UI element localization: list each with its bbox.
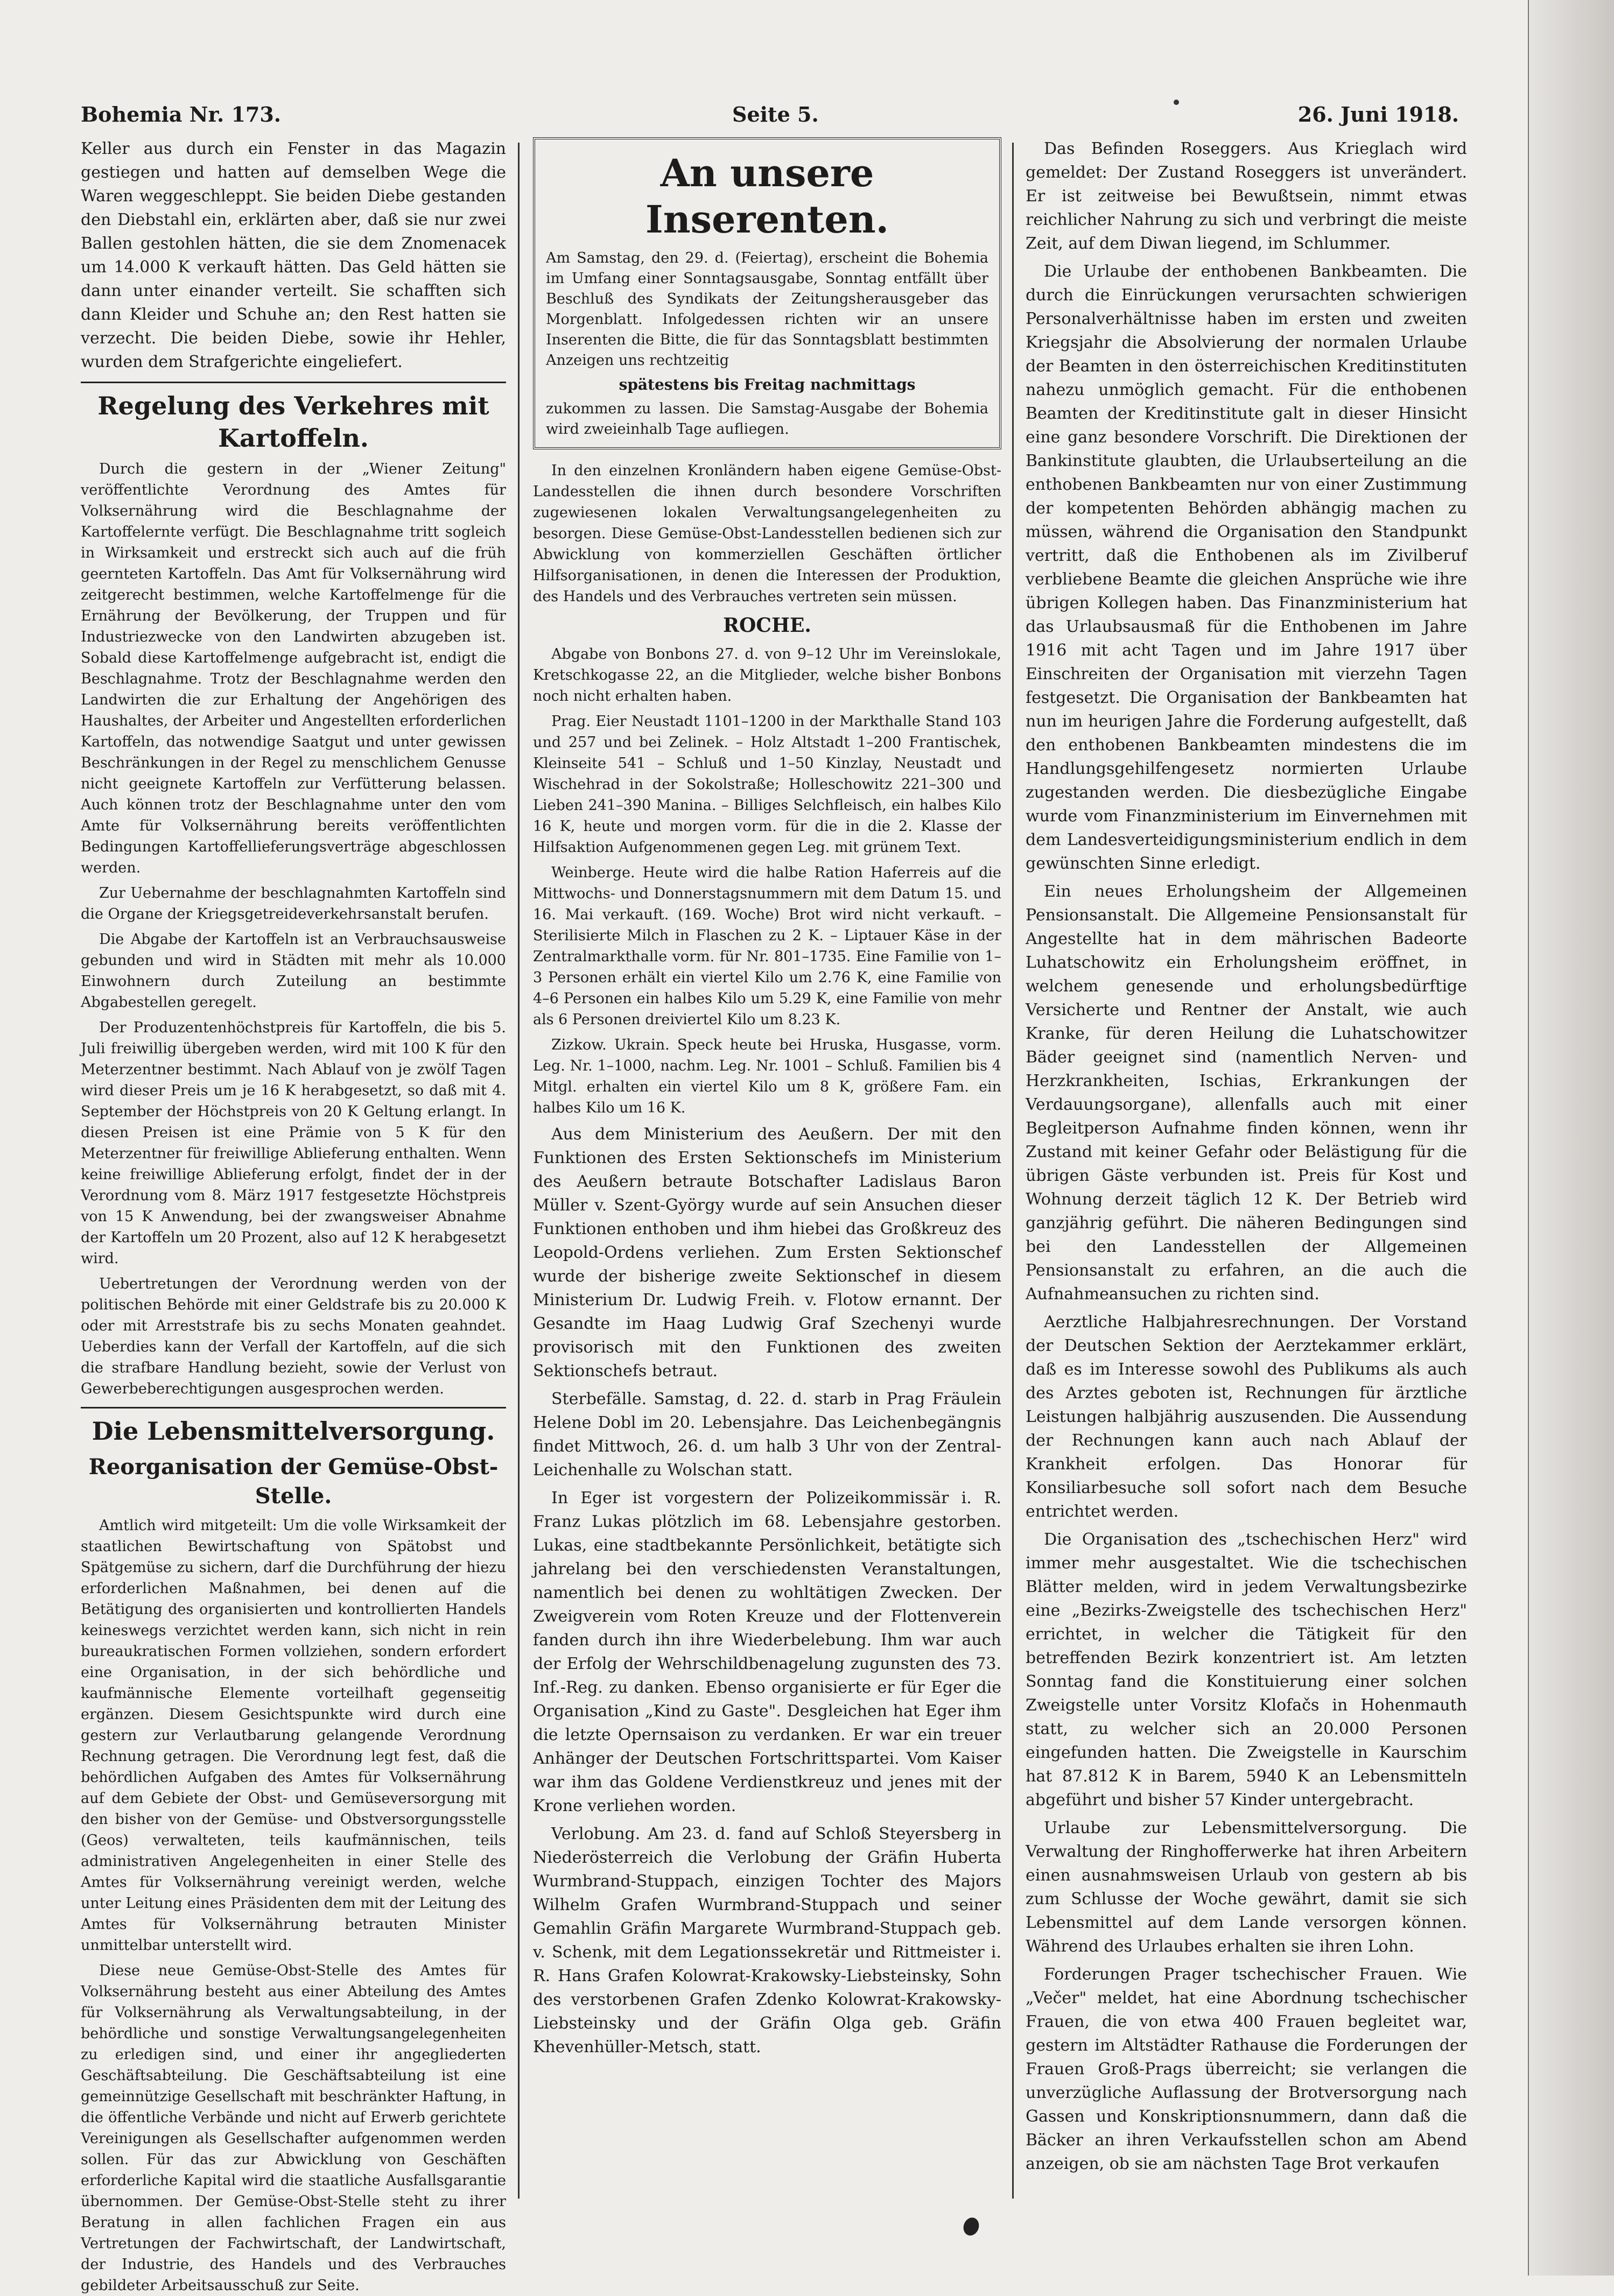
- article-text: Amtlich wird mitgeteilt: Um die volle Wirksamkeit der staatlichen Bewirtschaftung von Spätobst und Spätgemüse zu sichern, darf die Durchführung der hiezu erforderlichen Maßnahmen, bei denen auf die Betätigung des organisierten und kontrollierten Handels keineswegs verzichtet werden kann, sich nicht in rein bureaukratischen Formen vollziehen, sondern erfordert eine Organisation, in der sich behördliche und kaufmännische Elemente vorteilhaft gegenseitig ergänzen. Diesem Gesichtspunkte wird durch eine gestern zur Verlautbarung gelangende Verordnung Rechnung getragen. Die Verordnung legt fest, daß die behördlichen Aufgaben des Amtes für Volksernährung auf dem Gebiete der Obst- und Gemüseversorgung mit den bisher von der Gemüse- und Obstversorgungsstelle (Geos) verwalteten, teils kaufmännischen, teils administrativen Angelegenheiten in einer Stelle des Amtes für Volksernährung vereinigt werden, welche unter Leitung eines Präsidenten dem mit der Leitung des Amtes für Volksernährung betrauten Minister unmittelbar unterstellt wird.: [81, 1517, 506, 1954]
- article-text: Der Produzentenhöchstpreis für Kartoffeln, die bis 5. Juli freiwillig übergeben werden, wird mit 100 K für den Meterzentner bestimmt. Nach Ablauf von je zwölf Tagen wird dieser Preis um je 16 K herabgesetzt, so daß mit 4. September der Höchstpreis von 20 K Geltung erlangt. In diesen Preisen ist eine Prämie von 5 K für den Meterzentner für freiwillige Ablieferung enthalten. Wenn keine freiwillige Ablieferung erfolgt, findet der in der Verordnung vom 8. März 1917 festgesetzte Höchstpreis von 15 K Anwendung, bei der zwangsweiser Abnahme der Kartoffeln um 20 Prozent, also auf 12 K herabgesetzt wird.: [81, 1019, 506, 1267]
- notice-text: Am Samstag, den 29. d. (Feiertag), erscheint die Bohemia im Umfang einer Sonntagsausgabe, Sonntag entfällt über Beschluß des Syndikats der Zeitungsherausgeber das Morgenblatt. Infolgedessen richten wir an unsere Inserenten die Bitte, die für das Sonntagsblatt bestimmten Anzeigen uns rechtzeitig: [546, 250, 988, 369]
- article-text: Prag. Eier Neustadt 1101–1200 in der Markthalle Stand 103 und 257 und bei Zelinek. – Holz Altstadt 1–200 Frantischek, Kleinseite 541 – Schluß und 1–50 Kinzlay, Neustadt und Wischehrad in der Sokolstraße; Holleschowitz 221–300 und Lieben 241–390 Manina. – Billiges Selchfleisch, ein halbes Kilo 16 K, heute und morgen vorm. für die in die 2. Klasse der Hilfsaktion Aufgenommenen gegen Leg. mit grünem Text.: [533, 713, 1001, 856]
- article-text: Weinberge. Heute wird die halbe Ration Haferreis auf die Mittwochs- und Donnerstagsnummern mit dem Datum 15. und 16. Mai verkauft. (169. Woche) Brot wird nicht verkauft. – Sterilisierte Milch in Flaschen zu 2 K. – Liptauer Käse in der Zentralmarkthalle vorm. für Nr. 801–1735. Eine Familie von 1–3 Personen erhält ein viertel Kilo um 2.76 K, eine Familie von 4–6 Personen ein halbes Kilo um 5.29 K, eine Familie von mehr als 6 Personen dreiviertel Kilo um 8.23 K.: [533, 864, 1001, 1028]
- article-text: Keller aus durch ein Fenster in das Magazin gestiegen und hatten auf demselben Wege die Waren weggeschleppt. Sie beiden Diebe gestanden den Diebstahl ein, erklärten aber, daß sie nur zwei Ballen gestohlen hätten, die sie dem Znomenacek um 14.000 K verkauft hätten. Das Geld hätten sie dann unter einander verteilt. Sie schafften sich dann Kleider und Schuhe an; den Rest hatten sie verzecht. Die beiden Diebe, sowie ihr Hehler, wurden dem Strafgerichte eingeliefert.: [81, 139, 506, 371]
- column-rule-1: [518, 143, 520, 2199]
- header-left: Bohemia Nr. 173.: [81, 102, 282, 126]
- header-center: Seite 5.: [732, 102, 819, 126]
- notice-title: An unsere Inserenten.: [645, 151, 889, 242]
- column-1: [81, 137, 506, 2294]
- column-3: [1026, 137, 1467, 2199]
- article-text: Diese neue Gemüse-Obst-Stelle des Amtes für Volksernährung besteht aus einer Abteilung des Amtes für Volksernährung als Verwaltungsabteilung, in der behördliche und sonstige Verwaltungsangelegenheiten zu erledigen sind, und einer ihr angegliederten Geschäftsabteilung. Die Geschäftsabteilung ist eine gemeinnützige Gesellschaft mit beschränkter Haftung, in die öffentliche Verbände und nicht auf Erwerb gerichtete Vereinigungen als Gesellschafter aufgenommen werden sollen. Für das zur Abwicklung von Geschäften erforderliche Kapital wird die staatliche Ausfallsgarantie übernommen. Der Gemüse-Obst-Stelle steht zu ihrer Beratung in allen fachlichen Fragen ein aus Vertretungen der Fachwirtschaft, der Landwirtschaft, der Industrie, des Handels und des Verbrauches gebildeter Arbeitsausschuß zur Seite.: [81, 1962, 506, 2294]
- headline-lebensmittelversorgung: Die Lebensmittelversorgung.: [81, 1407, 506, 1447]
- article-text: Verlobung. Am 23. d. fand auf Schloß Steyersberg in Niederösterreich die Verlobung der Gräfin Huberta Wurmbrand-Stuppach, einzigen Tochter des Majors Wilhelm Grafen Wurmbrand-Stuppach und seiner Gemahlin Gräfin Margarete Wurmbrand-Stuppach geb. v. Schenk, mit dem Legationssekretär und Rittmeister i. R. Hans Grafen Kolowrat-Krakowsky-Liebsteinsky, Sohn des verstorbenen Grafen Zdenko Kolowrat-Krakowsky-Liebsteinsky und der Gräfin Olga geb. Gräfin Khevenhüller-Metsch, statt.: [533, 1825, 1001, 2056]
- ink-smudge: [961, 2215, 981, 2238]
- article-text: In den einzelnen Kronländern haben eigene Gemüse-Obst-Landesstellen die ihnen durch besondere Vorschriften zugewiesenen lokalen Verwaltungsangelegenheiten zu besorgen. Diese Gemüse-Obst-Landesstellen bedienen sich zur Abwicklung von kommerziellen Geschäften örtlicher Hilfsorganisationen, in denen die Interessen der Produktion, des Handels und des Verbrauches vertreten sein müssen.: [533, 462, 1001, 605]
- article-text: Sterbefälle. Samstag, d. 22. d. starb in Prag Fräulein Helene Dobl im 20. Lebensjahre. Das Leichenbegängnis findet Mittwoch, 26. d. um halb 3 Uhr von der Zentral-Leichenhalle zu Wolschan statt.: [533, 1390, 1001, 1480]
- article-text: Die Abgabe der Kartoffeln ist an Verbrauchsausweise gebunden und wird in Städten mit mehr als 10.000 Einwohnern durch Zuteilung an bestimmte Abgabestellen geregelt.: [81, 931, 506, 1011]
- article-text: Die Organisation des „tschechischen Herz" wird immer mehr ausgestaltet. Wie die tschechischen Blätter melden, wird in jedem Verwaltungsbezirke eine „Bezirks-Zweigstelle des tschechischen Herz" errichtet, in welcher die Tätigkeit für den betreffenden Bezirk konzentriert ist. Am letzten Sonntag fand die Konstituierung einer solchen Zweigstelle unter Vorsitz Klofačs in Hohenmauth statt, zu welcher sich an 20.000 Personen eingefunden hatten. Die Zweigstelle in Kaurschim hat 87.812 K in Barem, 5940 K an Lebensmitteln abgeführt und bisher 57 Kinder untergebracht.: [1026, 1530, 1467, 1809]
- notice-box: [533, 137, 1001, 449]
- header-right: 26. Juni 1918.: [1297, 102, 1459, 126]
- running-head: [81, 102, 1459, 140]
- article-text: Durch die gestern in der „Wiener Zeitung" veröffentlichte Verordnung des Amtes für Volksernährung wird die Beschlagnahme der Kartoffelernte verfügt. Die Beschlagnahme tritt sogleich in Wirksamkeit und erstreckt sich auch auf die früh geernteten Kartoffeln. Das Amt für Volksernährung wird zeitgerecht bestimmen, welche Kartoffelmenge für die Ernährung der Bevölkerung, der Truppen und für Industriezwecke von den Landwirten abzugeben ist. Sobald diese Kartoffelmenge aufgebracht ist, endigt die Beschlagnahme. Trotz der Beschlagnahme werden den Landwirten die zur Erhaltung der Angehörigen des Haushaltes, der Arbeiter und Angestellten erforderlichen Kartoffeln, das notwendige Saatgut und unter gewissen Beschränkungen in der Regel zu menschlichem Genusse nicht geeignete Kartoffeln zur Verfütterung belassen. Auch können trotz der Beschlagnahme unter den vom Amte für Volksernährung bereits veröffentlichten Bedingungen Kartoffellieferungsverträge abgeschlossen werden.: [81, 461, 506, 876]
- subheadline-reorganisation: Reorganisation der Gemüse-Obst-Stelle.: [88, 1454, 499, 1509]
- notice-deadline: spätestens bis Freitag nachmittags: [619, 376, 916, 393]
- column-rule-2: [1012, 143, 1014, 2199]
- article-text: Abgabe von Bonbons 27. d. von 9–12 Uhr im Vereinslokale, Kretschkogasse 22, an die Mitglieder, welche bisher Bonbons noch nicht erhalten haben.: [533, 646, 1001, 705]
- headline-kartoffeln: Regelung des Verkehres mit Kartoffeln.: [81, 382, 506, 454]
- article-text: Aerztliche Halbjahresrechnungen. Der Vorstand der Deutschen Sektion der Aerztekammer erklärt, daß es im Interesse sowohl des Publikums als auch des Arztes geboten ist, Rechnungen für ärztliche Leistungen halbjährig auszusenden. Die Aussendung der Rechnungen kann auch nach Ablauf der Krankheit erfolgen. Das Honorar für Konsiliarbesuche soll sofort nach dem Besuche entrichtet werden.: [1026, 1313, 1467, 1521]
- article-text: Urlaube zur Lebensmittelversorgung. Die Verwaltung der Ringhofferwerke hat ihren Arbeitern einen ausnahmsweisen Urlaub von gestern ab bis zum Schlusse der Woche gewährt, damit sie sich Lebensmittel auf dem Lande versorgen können. Während des Urlaubes erhalten sie ihren Lohn.: [1026, 1819, 1467, 1956]
- article-text: In Eger ist vorgestern der Polizeikommissär i. R. Franz Lukas plötzlich im 68. Lebensjahre gestorben. Lukas, eine stadtbekannte Persönlichkeit, betätigte sich jahrelang bei den verschiedensten Veranstaltungen, namentlich bei denen zu wohltätigen Zwecken. Der Zweigverein vom Roten Kreuze und der Flottenverein fanden durch ihn ihre Wiederbelebung. Ihm war auch der Erfolg der Wehrschildbenagelung zugunsten des 73. Inf.-Reg. zu danken. Ebenso organisierte er für Eger die Organisation „Kind zu Gaste". Desgleichen hat Eger ihm die letzte Opernsaison zu verdanken. Er war ein treuer Anhänger der Deutschen Fortschrittspartei. Vom Kaiser war ihm das Goldene Verdienstkreuz und jenes mit der Krone verliehen worden.: [533, 1489, 1001, 1815]
- article-text: Das Befinden Roseggers. Aus Krieglach wird gemeldet: Der Zustand Roseggers ist unverändert. Er ist zeitweise bei Bewußtsein, nimmt etwas reichlicher Nahrung zu sich und verbringt die meiste Zeit, auf dem Diwan liegend, im Schlummer.: [1026, 139, 1467, 253]
- article-text: Uebertretungen der Verordnung werden von der politischen Behörde mit einer Geldstrafe bis zu 20.000 K oder mit Arreststrafe bis zu sechs Monaten geahndet. Ueberdies kann der Verfall der Kartoffeln, auf die sich die strafbare Handlung bezieht, sowie der Verlust von Gewerbeberechtigungen ausgesprochen werden.: [81, 1276, 506, 1397]
- article-text: Zur Uebernahme der beschlagnahmten Kartoffeln sind die Organe der Kriegsgetreideverkehrsanstalt berufen.: [81, 885, 506, 922]
- notice-text: zukommen zu lassen. Die Samstag-Ausgabe der Bohemia wird zweieinhalb Tage aufliegen.: [546, 400, 988, 438]
- article-text: Die Urlaube der enthobenen Bankbeamten. Die durch die Einrückungen verursachten schwierigen Personalverhältnisse haben im ersten und zweiten Kriegsjahr die Absolvierung der normalen Urlaube der Beamten in den österreichischen Kreditinstituten nahezu unmöglich gemacht. Für die enthobenen Beamten der Kreditinstitute galt in dieser Hinsicht eine ganz besondere Vorschrift. Die Direktionen der Bankinstitute glaubten, die Urlaubserteilung an die enthobenen Bankbeamten nur von einer Zustimmung der kompetenten Behörden abhängig machen zu müssen, während die Organisation den Standpunkt vertritt, daß die Enthobenen als im Zivilberuf verbliebene Beamte die gleichen Ansprüche wie ihre übrigen Kollegen haben. Das Finanzministerium hat das Urlaubsausmaß für die Enthobenen im Jahre 1916 mit acht Tagen und im Jahre 1917 über Einschreiten der Organisation mit vierzehn Tagen festgesetzt. Die Organisation der Bankbeamten hat nun im heurigen Jahre die Forderung aufgestellt, daß den enthobenen Bankbeamten mindestens die im Handlungsgehilfengesetz normierten Urlaube zugestanden werden. Die diesbezügliche Eingabe wurde vom Finanzministerium im Einvernehmen mit dem Landesverteidigungsministerium endlich in dem gewünschten Sinne erledigt.: [1026, 262, 1467, 873]
- column-2: [533, 137, 1001, 2199]
- article-text: Aus dem Ministerium des Aeußern. Der mit den Funktionen des Ersten Sektionschefs im Ministerium des Aeußern betraute Botschafter Ladislaus Baron Müller v. Szent-György wurde auf sein Ansuchen dieser Funktionen enthoben und ihm hiebei das Großkreuz des Leopold-Ordens verliehen. Zum Ersten Sektionschef wurde der bisherige zweite Sektionschef in diesem Ministerium Dr. Ludwig Freih. v. Flotow ernannt. Der Gesandte im Haag Ludwig Graf Szechenyi wurde provisorisch mit den Funktionen des zweiten Sektionschefs betraut.: [533, 1125, 1001, 1381]
- roche-heading: ROCHE.: [723, 614, 811, 637]
- page-edge: [1529, 0, 1614, 2276]
- article-text: Zizkow. Ukrain. Speck heute bei Hruska, Husgasse, vorm. Leg. Nr. 1–1000, nachm. Leg. Nr. 1001 – Schluß. Familien bis 4 Mitgl. erhalten ein viertel Kilo um 8 K, größere Fam. ein halbes Kilo um 16 K.: [533, 1037, 1001, 1116]
- article-text: Ein neues Erholungsheim der Allgemeinen Pensionsanstalt. Die Allgemeine Pensionsanstalt für Angestellte hat in dem mährischen Badeorte Luhatschowitz ein Erholungsheim eröffnet, in welchem genesende und erholungsbedürftige Versicherte und Rentner der Anstalt, wie auch Kranke, für deren Heilung die Luhatschowitzer Bäder geeignet sind (namentlich Nerven- und Herzkrankheiten, Ischias, Erkrankungen der Verdauungsorgane), allenfalls auch mit einer Begleitperson Aufnahme finden können, wenn ihr Zustand mit keiner Gefahr oder Belästigung für die übrigen Gäste verbunden ist. Preis für Kost und Wohnung derzeit täglich 12 K. Der Betrieb wird ganzjährig geführt. Die näheren Bedingungen sind bei den Landesstellen der Allgemeinen Pensionsanstalt zu erfahren, an die auch die Aufnahmeansuchen zu richten sind.: [1026, 882, 1467, 1304]
- article-text: Forderungen Prager tschechischer Frauen. Wie „Večer" meldet, hat eine Abordnung tschechischer Frauen, die von etwa 400 Frauen begleitet war, gestern im Altstädter Rathause die Forderungen der Frauen Groß-Prags überreicht; sie verlangen die unverzügliche Auflassung der Brotversorgung nach Gassen und Konskriptionsnummern, dann daß die Bäcker an ihren Verkaufsstellen schon am Abend anzeigen, ob sie am nächsten Tage Brot verkaufen: [1026, 1965, 1467, 2173]
